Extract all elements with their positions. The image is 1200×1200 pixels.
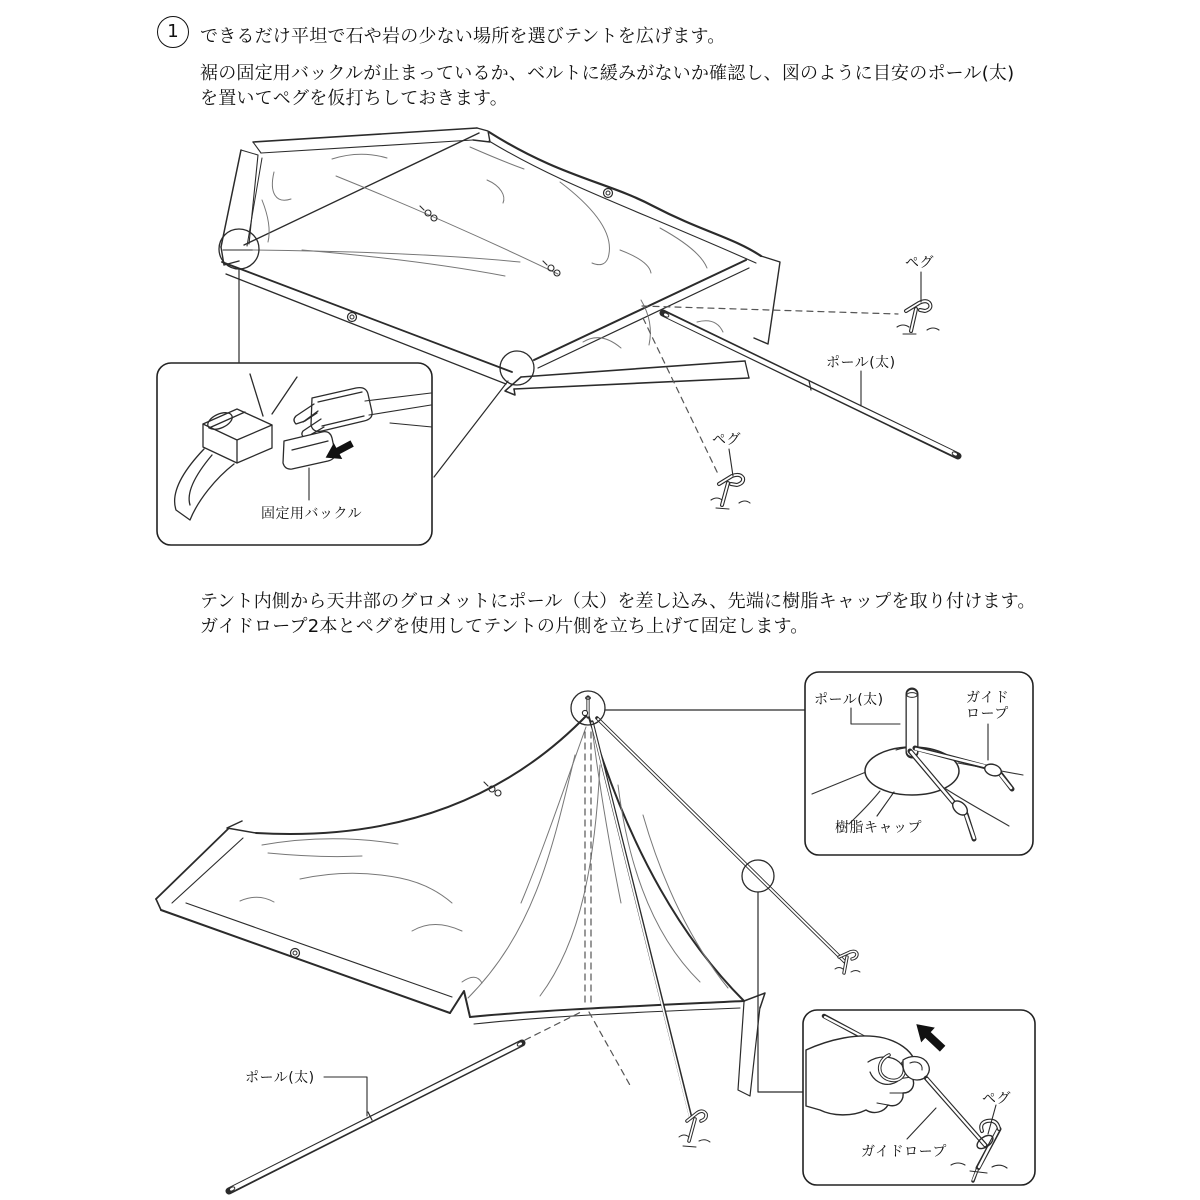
label-resin-cap: 樹脂キャップ: [835, 820, 922, 836]
section2-line1: テント内側から天井部のグロメットにポール（太）を差し込み、先端に樹脂キャップを取り付けます。: [200, 591, 1036, 612]
step-body-line1: 裾の固定用バックルが止まっているか、ベルトに緩みがないか確認し、図のように目安のポール(太): [200, 63, 1015, 84]
label-pole-ground: ポール(太): [245, 1070, 315, 1086]
figure2-tent-raised: [156, 714, 765, 1096]
figure2-pole-ground: [229, 1041, 524, 1192]
label-buckle: 固定用バックル: [261, 506, 363, 522]
guide-rope-line1: ガイド: [966, 690, 1010, 706]
figure1-label-lines: [729, 272, 921, 476]
label-pole-fig1: ポール(太): [826, 355, 896, 371]
figure1-peg-right: [897, 301, 939, 334]
label-pole-inset: ポール(太): [814, 692, 884, 708]
section2-line2: ガイドロープ2本とペグを使用してテントの片側を立ち上げて固定します。: [200, 616, 809, 637]
label-peg-right: ペグ: [905, 255, 934, 271]
toggle-clip: [420, 206, 437, 221]
step-body-line2: を置いてペグを仮打ちしておきます。: [200, 88, 508, 109]
figure2-apex-pole-tip: [582, 697, 590, 717]
label-peg-inset: ペグ: [982, 1091, 1011, 1107]
figure2-callouts: [571, 691, 805, 1092]
figure2-dashed-guides: [525, 732, 631, 1087]
step-title: できるだけ平坦で石や岩の少ない場所を選びテントを広げます。: [200, 26, 726, 47]
label-guide-rope-bottom: ガイドロープ: [861, 1144, 947, 1160]
figure1-tent-flat: [221, 128, 780, 395]
figure1-peg-lower: [711, 475, 750, 509]
step-number-badge: 1: [157, 16, 189, 48]
guide-rope-line2: ロープ: [966, 706, 1009, 722]
figure2-peg-rope2: [679, 1111, 710, 1147]
label-peg-lower: ペグ: [712, 432, 741, 448]
label-guide-rope-inset: [966, 690, 1009, 722]
